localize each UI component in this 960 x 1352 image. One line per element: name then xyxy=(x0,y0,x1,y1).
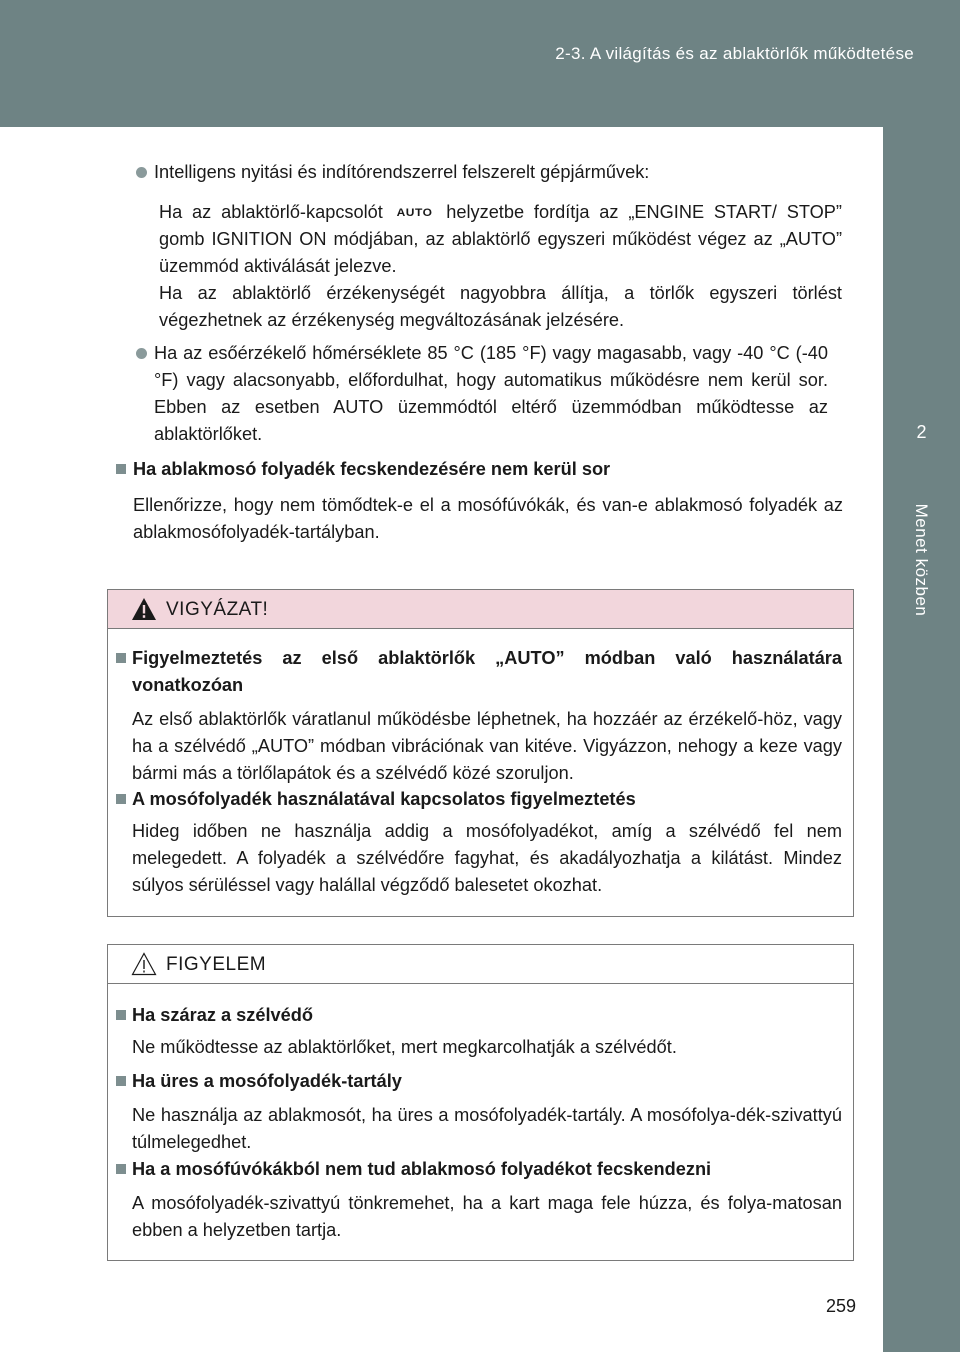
bullet-1-paragraph xyxy=(159,199,842,280)
notice-item-1-marker xyxy=(116,1010,126,1020)
bullet-1-pre: Ha az ablaktörlő-kapcsolót xyxy=(159,202,383,222)
notice-item-3-marker xyxy=(116,1164,126,1174)
chapter-title: 2-3. A világítás és az ablaktörlők működtetése xyxy=(555,44,914,63)
caution-box xyxy=(107,589,854,917)
notice-item-3-heading: Ha a mosófúvókákból nem tud ablakmosó folyadékot fecskendezni xyxy=(132,1159,712,1179)
section-body: Ellenőrizze, hogy nem tömődtek-e el a mosófúvókák, és van-e ablakmosó folyadék az ablakmosófolyadék-tartályban. xyxy=(133,495,843,542)
notice-item-1-heading: Ha száraz a szélvédő xyxy=(132,1005,313,1025)
section-heading: Ha ablakmosó folyadék fecskendezésére nem kerül sor xyxy=(133,459,611,479)
notice-item-2-body: Ne használja az ablakmosót, ha üres a mosófolyadék-tartály. A mosófolya-dék-szivattyú túlmelegedhet. xyxy=(132,1105,842,1152)
caution-item-1-heading: Figyelmeztetés az első ablaktörlők „AUTO” módban való használatára vonatkozóan xyxy=(132,648,842,695)
page-number: 259 xyxy=(826,1296,857,1316)
section-marker xyxy=(116,464,126,474)
side-tab-label: Menet közben xyxy=(912,503,931,617)
side-tab xyxy=(883,127,960,1352)
caution-item-2-body: Hideg időben ne használja addig a mosófolyadékot, amíg a szélvédő fel nem melegedett. A folyadék a szélvédőre fagyhat, és akadályozhatja a kilátást. Mindez súlyos sérüléssel vagy halállal végződő balesetet okozhat. xyxy=(132,821,842,895)
notice-title: FIGYELEM xyxy=(166,954,267,975)
bullet-1-post: helyzetbe fordítja az „ENGINE START/ STOP” gomb IGNITION ON módjában, az ablaktörlő egyszeri működést végez az „AUTO” üzemmód aktiválását jelezve. xyxy=(159,202,842,276)
warning-triangle-icon xyxy=(131,597,157,621)
caution-item-2-marker xyxy=(116,794,126,804)
notice-header xyxy=(108,945,853,984)
caution-title: VIGYÁZAT! xyxy=(166,599,269,620)
bullet-1-title: Intelligens nyitási és indítórendszerrel felszerelt gépjárművek: xyxy=(154,162,650,182)
notice-item-2-marker xyxy=(116,1076,126,1086)
warning-triangle-outline-icon xyxy=(131,952,157,976)
notice-box xyxy=(107,944,854,1261)
side-tab-number: 2 xyxy=(916,422,927,442)
auto-icon: AUTO xyxy=(396,205,433,219)
caution-header xyxy=(108,590,853,629)
notice-item-3-body: A mosófolyadék-szivattyú tönkremehet, ha a kart maga fele húzza, és folya-matosan ebben a helyzetben tartja. xyxy=(132,1193,842,1240)
bullet-2-text: Ha az esőérzékelő hőmérséklete 85 °C (185 °F) vagy magasabb, vagy -40 °C (-40 °F) vagy alacsonyabb, előfordulhat, hogy automatikus működésre nem kerül sor. Ebben az esetben AUTO üzemmódtól eltérő üzemmódban működtesse az ablaktörlőket. xyxy=(154,343,828,444)
caution-item-1-marker xyxy=(116,653,126,663)
notice-item-2-heading: Ha üres a mosófolyadék-tartály xyxy=(132,1071,402,1091)
notice-item-1-body: Ne működtesse az ablaktörlőket, mert megkarcolhatják a szélvédőt. xyxy=(132,1037,677,1057)
caution-item-2-heading: A mosófolyadék használatával kapcsolatos figyelmeztetés xyxy=(132,789,636,809)
bullet-dot xyxy=(136,348,147,359)
bullet-1-paragraph-2: Ha az ablaktörlő érzékenységét nagyobbra állítja, a törlők egyszeri törlést végezhetnek az érzékenység megváltozásának jelzésére. xyxy=(159,283,842,330)
caution-item-1-body: Az első ablaktörlők váratlanul működésbe léphetnek, ha hozzáér az érzékelő-höz, vagy ha a szélvédő „AUTO” módban vibrációnak van kitéve. Vigyázzon, nehogy a keze vagy bármi más a törlőlapátok és a szélvédő közé szoruljon. xyxy=(132,709,842,783)
bullet-dot xyxy=(136,167,147,178)
